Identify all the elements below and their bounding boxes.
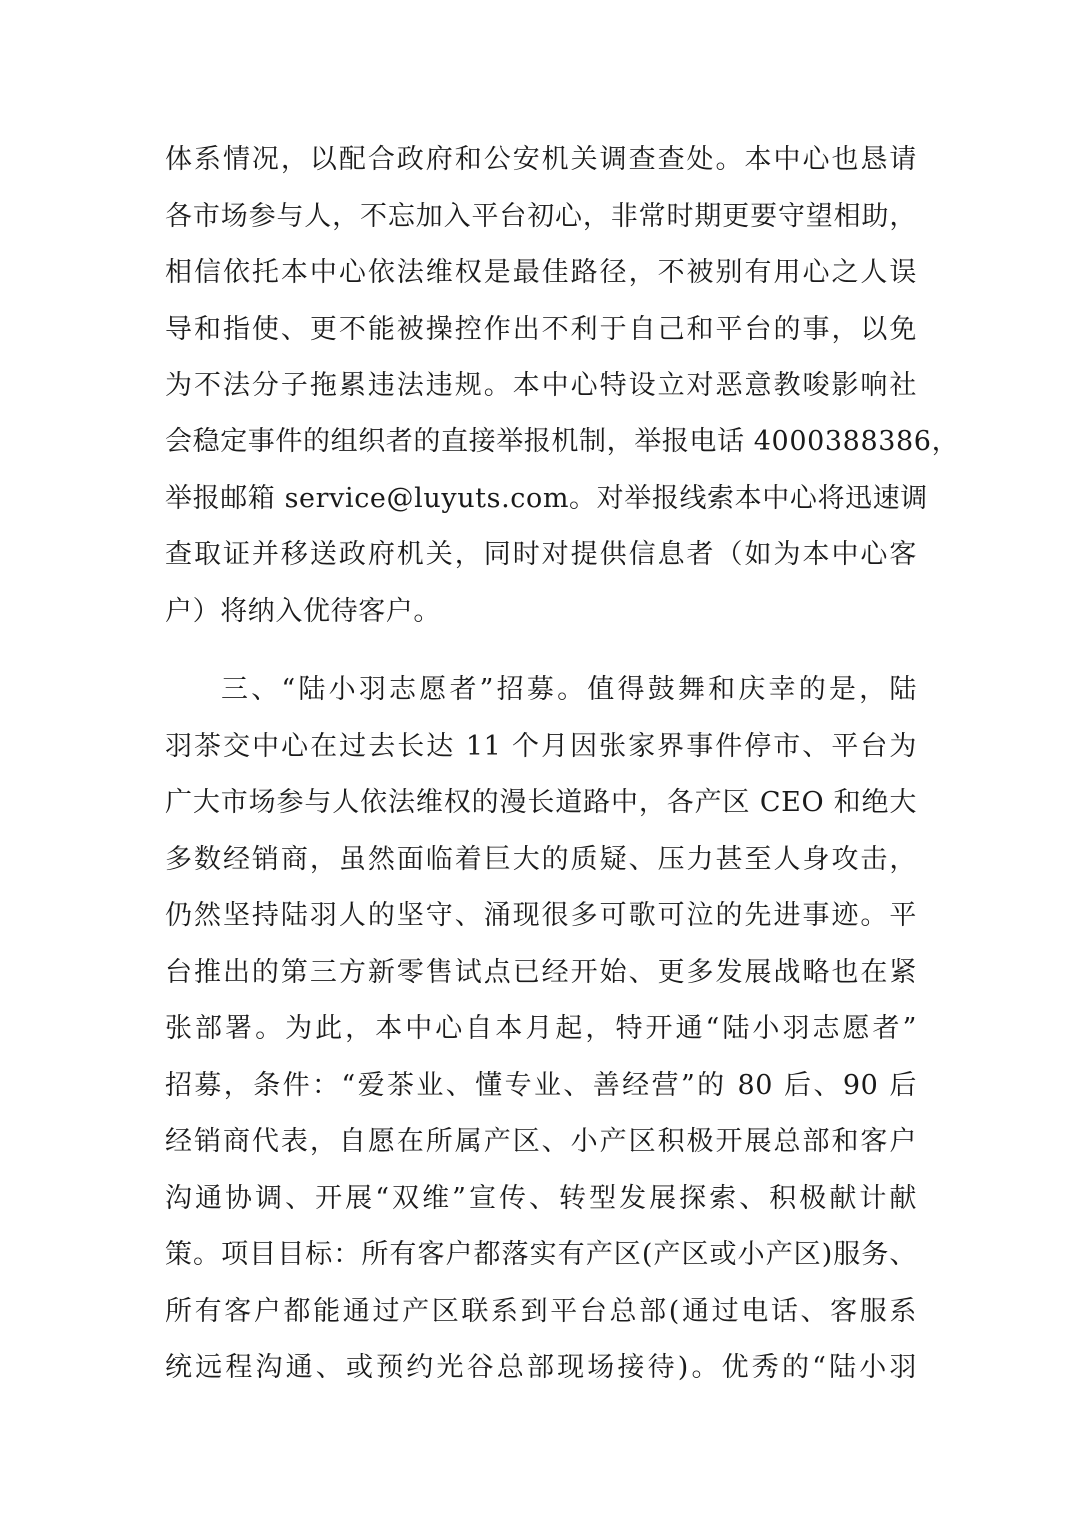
text-line: 所有客户都能通过产区联系到平台总部(通过电话、客服系	[165, 1296, 917, 1327]
text-line: 台推出的第三方新零售试点已经开始、更多发展战略也在紧	[165, 957, 917, 988]
text-line: 统远程沟通、或预约光谷总部现场接待)。优秀的“陆小羽	[165, 1352, 917, 1383]
text-line: 张部署。为此，本中心自本月起，特开通“陆小羽志愿者”	[165, 1013, 917, 1044]
text-line: 广大市场参与人依法维权的漫长道路中，各产区 CEO 和绝大	[165, 787, 917, 818]
text-line: 为不法分子拖累违法违规。本中心特设立对恶意教唆影响社	[165, 370, 917, 401]
text-line: 羽茶交中心在过去长达 11 个月因张家界事件停市、平台为	[165, 731, 917, 762]
text-line: 查取证并移送政府机关，同时对提供信息者（如为本中心客	[165, 539, 917, 570]
text-line: 导和指使、更不能被操控作出不利于自己和平台的事，以免	[165, 314, 917, 345]
text-line: 经销商代表，自愿在所属产区、小产区积极开展总部和客户	[165, 1126, 917, 1157]
text-line: 体系情况，以配合政府和公安机关调查查处。本中心也恳请	[165, 144, 917, 175]
text-line: 策。项目目标：所有客户都落实有产区(产区或小产区)服务、	[165, 1239, 917, 1270]
text-line: 相信依托本中心依法维权是最佳路径，不被别有用心之人误	[165, 257, 917, 288]
section-heading-line: 三、“陆小羽志愿者”招募。值得鼓舞和庆幸的是，陆	[221, 674, 917, 705]
text-line: 户）将纳入优待客户。	[165, 596, 441, 627]
text-line: 举报邮箱 service@luyuts.com。对举报线索本中心将迅速调	[165, 483, 928, 514]
text-line: 沟通协调、开展“双维”宣传、转型发展探索、积极献计献	[165, 1183, 917, 1214]
text-line: 多数经销商，虽然面临着巨大的质疑、压力甚至人身攻击，	[165, 844, 917, 875]
text-line: 会稳定事件的组织者的直接举报机制，举报电话 4000388386，	[165, 426, 960, 457]
text-line: 仍然坚持陆羽人的坚守、涌现很多可歌可泣的先进事迹。平	[165, 900, 917, 931]
text-line: 招募，条件：“爱茶业、懂专业、善经营”的 80 后、90 后	[165, 1070, 917, 1101]
text-line: 各市场参与人，不忘加入平台初心，非常时期更要守望相助，	[165, 201, 917, 232]
